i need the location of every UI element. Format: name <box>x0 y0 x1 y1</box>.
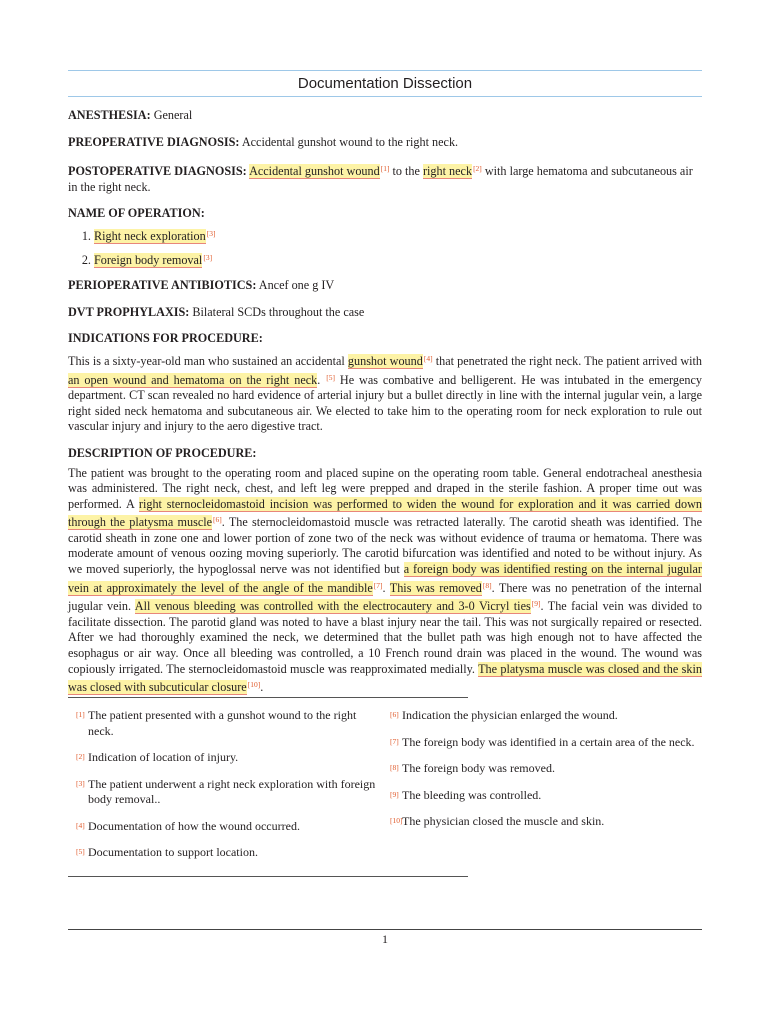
indications-text-2: that penetrated the right neck. The patient arrived with <box>432 353 702 368</box>
highlight-4: gunshot wound <box>347 353 423 368</box>
page-number: 1 <box>382 932 388 946</box>
footnote-number: [5] <box>76 847 85 856</box>
description-text-5: . The facial vein was divided to facilitate dissection. The parotid gland was noted to have a blast injury near the tail. This was not surgically repaired or resected. After we had thoroughly examined the neck, we determined that the bullet path was high enough not to have affected the esophagus or air way. Once all bleeding was controlled, a 10 French round drain was placed in the wound. The wound was copiously irrigated. The sternocleidomastoid muscle was reapproximated medially. <box>68 599 703 676</box>
footnote-divider-bottom <box>68 876 468 877</box>
footnote-item <box>76 845 376 861</box>
footnote-item <box>76 777 376 808</box>
anesthesia-line <box>68 108 702 124</box>
footnotes-right-column <box>390 708 706 841</box>
footnote-item <box>390 708 706 724</box>
operation-item <box>94 226 702 245</box>
postop-label: POSTOPERATIVE DIAGNOSIS: <box>68 164 247 179</box>
indications-text-3: . <box>317 372 326 387</box>
footer-rule <box>68 929 702 930</box>
dvt-label: DVT PROPHYLAXIS: <box>68 304 190 319</box>
footnote-item <box>76 750 376 766</box>
anesthesia-label: ANESTHESIA: <box>68 108 151 122</box>
footnote-text: The foreign body was removed. <box>402 761 555 775</box>
highlight-2: right neck <box>422 164 473 179</box>
highlight-10: The platysma muscle was closed and the skin was closed with subcuticular closure <box>68 661 702 695</box>
highlight-7: a foreign body was identified resting on the internal jugular vein at approximately the level of the angle of the mandible <box>68 562 702 595</box>
indications-paragraph <box>68 351 702 435</box>
footnote-number: [6] <box>390 710 399 719</box>
footnote-number: [1] <box>76 710 85 719</box>
document-page <box>68 0 702 1024</box>
page-title: Documentation Dissection <box>297 75 473 92</box>
ref-marker-7: [7] <box>373 580 383 590</box>
footnote-text: The physician closed the muscle and skin. <box>402 814 605 828</box>
footnote-number: [10] <box>390 816 403 825</box>
highlight-3b: Foreign body removal <box>94 252 203 267</box>
ref-marker-2: [2] <box>473 164 482 174</box>
postop-line <box>68 161 702 195</box>
footnote-item <box>390 814 706 830</box>
highlight-6: right sternocleidomastoid incision was performed to widen the wound for exploration and it was carried down through the platysma muscle <box>68 496 702 530</box>
footnote-text: Indication the physician enlarged the wound. <box>402 708 618 722</box>
operation-list <box>68 226 702 268</box>
preop-label: PREOPERATIVE DIAGNOSIS: <box>68 134 240 149</box>
ref-marker-5: [5] <box>326 372 335 382</box>
report-body <box>68 108 702 707</box>
footnote-item <box>390 735 706 751</box>
highlight-5: an open wound and hematoma on the right neck <box>68 372 318 387</box>
ref-marker-1: [1] <box>380 164 390 174</box>
dvt-value: Bilateral SCDs throughout the case <box>192 304 365 319</box>
ref-marker-3a: [3] <box>206 228 216 238</box>
anesthesia-value: General <box>153 108 193 122</box>
footnote-divider-top <box>68 697 468 698</box>
ref-marker-4: [4] <box>423 353 433 363</box>
footnote-number: [9] <box>390 789 399 799</box>
footnote-item <box>390 788 706 804</box>
description-text-6: . <box>260 680 264 695</box>
footnote-text: The patient underwent a right neck exploration with foreign body removal.. <box>88 776 376 806</box>
footnote-text: The patient presented with a gunshot wound to the right neck. <box>88 708 357 738</box>
description-paragraph <box>68 466 702 696</box>
highlight-9: All venous bleeding was controlled with the electrocautery and 3-0 Vicryl ties <box>134 599 531 614</box>
footnote-item <box>76 819 376 835</box>
ref-marker-6: [6] <box>213 515 222 525</box>
ref-marker-9: [9] <box>531 599 541 609</box>
preop-value: Accidental gunshot wound to the right neck. <box>241 134 459 149</box>
postop-text-2: with large hematoma and subcutaneous air in the right neck. <box>68 164 693 194</box>
antibiotics-label: PERIOPERATIVE ANTIBIOTICS: <box>68 278 257 293</box>
footnotes-left-column <box>76 708 376 872</box>
postop-text-1: to the <box>389 164 423 179</box>
description-label: DESCRIPTION OF PROCEDURE: <box>68 445 257 460</box>
antibiotics-value: Ancef one g IV <box>258 278 335 293</box>
footnote-number: [7] <box>390 736 399 746</box>
indications-label: INDICATIONS FOR PROCEDURE: <box>68 331 263 346</box>
footnote-text: The foreign body was identified in a certain area of the neck. <box>402 734 695 749</box>
title-bar <box>68 70 702 97</box>
footnote-number: [8] <box>390 763 399 772</box>
operation-item <box>94 250 702 269</box>
preop-line <box>68 135 702 151</box>
footnote-number: [3] <box>76 778 85 788</box>
indications-text-1: This is a sixty-year-old man who sustained an accidental <box>68 353 348 368</box>
indications-text-4: He was combative and belligerent. He was intubated in the emergency department. CT scan revealed no hard evidence of arterial injury but a bullet directly in line with the internal jugular vein, a large right sided neck hematoma and subcutaneous air. We elected to take him to the operating room for neck exploration to rule out vascular injury and injury to the aero digestive tract. <box>68 372 702 434</box>
footnote-text: Documentation of how the wound occurred. <box>88 818 300 833</box>
ref-marker-10: [10] <box>247 680 261 690</box>
footnote-text: The bleeding was controlled. <box>402 787 542 802</box>
highlight-3a: Right neck exploration <box>94 228 206 243</box>
footnote-number: [2] <box>76 752 85 761</box>
footnote-item <box>390 761 706 777</box>
antibiotics-line <box>68 278 702 294</box>
footnote-text: Indication of location of injury. <box>88 750 239 764</box>
ref-marker-8: [8] <box>482 580 492 590</box>
description-text-2: . The sternocleidomastoid muscle was retracted laterally. The carotid sheath was identified. The carotid sheath in zone one and lower portion of zone two of the neck was without evidence of trauma or hematoma. There was moderate amount of venous oozing moving superiorly. The carotid bifurcation was identified and noted to be without injury. As we moved superiorly, the hypoglossal nerve was not identified but <box>68 515 702 577</box>
dvt-line <box>68 305 702 321</box>
operation-label: NAME OF OPERATION: <box>68 206 205 221</box>
description-text-3: . <box>382 580 390 595</box>
footnote-text: Documentation to support location. <box>88 845 258 859</box>
footnote-item <box>76 708 376 739</box>
ref-marker-3b: [3] <box>203 252 213 262</box>
highlight-8: This was removed <box>389 580 482 595</box>
footnote-number: [4] <box>76 820 85 830</box>
highlight-1: Accidental gunshot wound <box>249 164 380 179</box>
description-text-4: . There was no penetration of the internal jugular vein. <box>68 580 703 614</box>
description-text-1: The patient was brought to the operating room and placed supine on the operating room table. General endotracheal anesthesia was administered. The right neck, chest, and left leg were prepped and draped in the sterile fashion. A proper time out was performed. A <box>68 465 702 511</box>
